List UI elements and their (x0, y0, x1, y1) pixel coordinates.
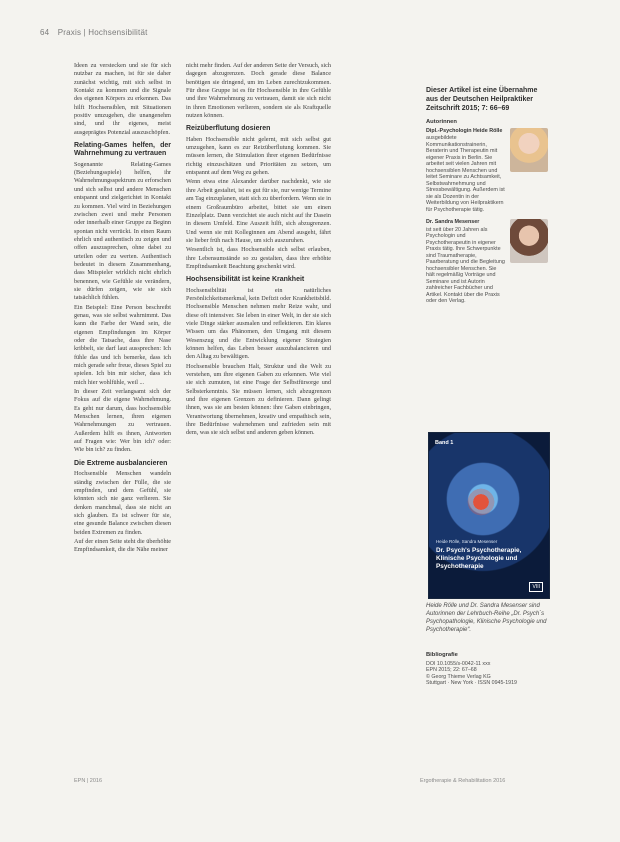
subheading: Relating-Games helfen, der Wahrnehmung zu vertrauen (74, 142, 171, 158)
paragraph: Sogenannte Relating-Games (Beziehungsspiele) helfen, ihr Wahrnehmungsspektrum zu erforschen und sich selbst und andere Menschen entspannt und zielgerichtet in Kontakt zu kommen. Viel wird in Beziehungen zwischen zwei und mehr Personen oder innerhalb einer Gruppe zu Beginn spontan nicht verrückt. In einen Raum ehrlich und authentisch zu zeigen und offen auszusprechen, ohne dabei zu urteilen oder zu werten. Authentisch bedeutet in diesem Zusammenhang, dass Mitspieler wirklich nicht ehrlich benennen, wie Gefühle sie verändern, sie dürfen zeigen, wie sie sich tatsächlich fühlen. (74, 160, 171, 302)
sidebar (426, 86, 548, 311)
bibliography-line: Stuttgart · New York · ISSN 0945-1919 (426, 680, 517, 687)
author-profile (426, 128, 548, 214)
authors-heading: Autorinnen (426, 119, 457, 125)
paragraph: Ein Beispiel: Eine Person beschreibt genau, was sie selbst wahrnimmt. Das kann die Farbe der Wand sein, die eigenen Empfindungen im Körper oder die Tatsache, dass ihre Nase kribbelt, sie darf laut aussprechen: Ich fühle das und ich bemerke, dass ich mich gerade sehr freue, dieses Spiel zu spielen. Ich bin mir sicher, dass ich mich hier wohlfühle, weil ... (74, 303, 171, 386)
author-photo (510, 128, 548, 172)
bibliography-line: DOI 10.1055/s-0042-11 xxx (426, 660, 491, 667)
bibliography (426, 652, 550, 687)
page-number: 64 (40, 28, 50, 37)
paragraph: nicht mehr finden. Auf der anderen Seite der Versuch, sich dagegen abzugrenzen. Doch gerade diese Balance benötigen sie dringend, um im Leben zurechtzukommen. Für diese Gruppe ist es für Hochsensible in ihre Gefühle und ihre Wahrnehmung zu vertrauen, damit sie sich nicht in ihren Emotionen verlieren, sondern sie als Kraftquelle nutzen können. (186, 62, 331, 120)
publisher-logo: VIII (529, 582, 543, 592)
section-title: Praxis | Hochsensibilität (57, 28, 148, 37)
footer-left: EPN | 2016 (74, 778, 103, 784)
author-name: Dr. Sandra Mesenser (426, 219, 480, 225)
source-note: Dieser Artikel ist eine Übernahme aus der Deutschen Heilpraktiker Zeitschrift 2015; 7: 66–69 (426, 87, 538, 112)
book-caption: Heide Rölle und Dr. Sandra Mesenser sind Autorinnen der Lehrbuch-Reihe „Dr. Psych´s Psychopathologie, Klinische Psychologie und Psychotherapie“. (426, 603, 547, 633)
footer-right: Ergotherapie & Rehabilitation 2016 (420, 778, 506, 784)
author-bio: ist seit über 20 Jahren als Psychologin und Psychotherapeutin in eigener Praxis tätig. Ihre Schwerpunkte sind Traumatherapie, Paarberatung und die Begleitung hochsensibler Menschen. Sie hält regelmäßig Vorträge und Seminare und ist Autorin zahlreicher Fachbücher und Artikel. Kontakt über die Praxis oder den Verlag. (426, 226, 505, 304)
author-photo (510, 219, 548, 263)
brain-illustration (464, 488, 498, 516)
author-profile (426, 219, 548, 305)
paragraph: Auf der einen Seite steht die überhöhte Empfindsamkeit, die die Nähe meiner (74, 537, 171, 554)
text-column-1 (74, 62, 171, 556)
paragraph: Wenn etwa eine Alexander darüber nachdenkt, wie sie ihre Arbeit gestaltet, ist es gut für sie, nur wenige Termine am Tag einzuplanen, statt sich zu überfordern. Wenn sie in einem Großraumbüro arbeitet, bittet sie um einen Einzelplatz. Dann verzichtet sie auch nicht auf ihr Dasein in diesem Umfeld. Eine Auszeit hilft, sich abzugrenzen. Und wenn sie mit Kolleginnen am Abend ausgeht, fährt sie lieber früh nach Hause, um sich auszuruhen. (186, 178, 331, 244)
author-bio: ausgebildete Kommunikationstrainerin, Beraterin und Therapeutin mit eigener Praxis in Berlin. Sie arbeitet seit vielen Jahren mit hochsensiblen Menschen und leitet Seminare zu Achtsamkeit, Selbstwahrnehmung und Stressbewältigung. Außerdem ist sie als Dozentin in der Weiterbildung von Heilpraktikern für Psychotherapie tätig. (426, 135, 505, 213)
paragraph: Haben Hochsensible nicht gelernt, mit sich selbst gut umzugehen, kann es zur Reizüberflutung kommen. Sie müssen lernen, die Stimulation ihrer eigenen Bedürfnisse richtig einzuschätzen und Prioritäten zu setzen, um entspannt auf dem Weg zu gehen. (186, 135, 331, 177)
paragraph: Wesentlich ist, dass Hochsensible sich selbst erlauben, ihre Lebensumstände so zu gestalten, dass ihre erhöhte Empfindsamkeit Beachtung geschenkt wird. (186, 246, 331, 270)
subheading: Die Extreme ausbalancieren (74, 459, 168, 467)
book-volume-tag: Band 1 (435, 440, 454, 446)
text-column-2 (186, 62, 331, 439)
running-header (40, 28, 148, 37)
bibliography-line: EPN 2015; 22: 67–68 (426, 667, 477, 674)
book-cover (428, 432, 550, 599)
bibliography-heading: Bibliografie (426, 652, 458, 658)
book-authors: Heide Rölle, Sandra Mesenser (436, 539, 498, 544)
paragraph: Hochsensibilität ist ein natürliches Persönlichkeitsmerkmal, kein Defizit oder Krankheitsbild. Hochsensible Menschen nehmen mehr Reize wahr, und diese oft intensiver. Sie leben in einer Welt, in der sie sich viele Dinge stärker ausmalen und reflektieren. Ein klares Wissen um das Phänomen, den Umgang mit diesem Wesenszug und die Entwicklung eigener Strategien können helfen, das Leben besser auszubalancieren und den Alltag zu bewältigen. (186, 286, 331, 361)
subheading: Reizüberflutung dosieren (186, 125, 271, 133)
book-title: Dr. Psych's Psychotherapie, Klinische Psychologie und Psychotherapie (436, 547, 522, 570)
paragraph: In dieser Zeit verlangsamt sich der Fokus auf die eigene Wahrnehmung. Es geht nur darum, dass hochsensible Menschen lernen, ihren eigenen Wahrnehmungen zu vertrauen. Außerdem hilft es ihnen, Antworten auf Fragen wie: Wer bin ich? oder: Wie bin ich? zu finden. (74, 388, 171, 454)
author-name: Dipl.-Psychologin Heide Rölle (426, 127, 503, 134)
paragraph: Hochsensible Menschen wandeln ständig zwischen der Fülle, die sie empfinden, und dem Gefühl, sie könnten sich nie ganz verlieren. Sie denken manchmal, dass sie nicht an sich glauben. Es ist schwer für sie, eine gesunde Balance zwischen diesen beiden Extremen zu finden. (74, 470, 171, 536)
paragraph: Ideen zu verstecken und sie für sich nutzbar zu machen, ist für sie daher zunächst wichtig, mit sich selbst in Kontakt zu kommen und die Signale des eigenen Körpers zu erkennen. Das hilft Hochsensiblen, mit Situationen positiv umzugehen, die unangenehm sind, und ihr eigenes, meist ausgeprägtes Potenzial auszuschöpfen. (74, 62, 171, 136)
paragraph: Hochsensible brauchen Halt, Struktur und die Welt zu verstehen, um ihre eigenen Gaben zu erkennen. Wie viel sie sich zumuten, ist eine Frage der Selbstfürsorge und Selbsterkenntnis. Sie müssen lernen, sich abzugrenzen und ihre eigenen Grenzen zu definieren. Dann gelingt ihnen, was sie am besten können: ihre Gaben einbringen, Verantwortung übernehmen, kreativ und empathisch sein, ihre Bedürfnisse wahrnehmen und zufrieden sein mit dem, was sie sich selbst und anderen geben können. (186, 362, 331, 437)
bibliography-line: © Georg Thieme Verlag KG (426, 673, 491, 680)
subheading: Hochsensibilität ist keine Krankheit (186, 276, 305, 284)
